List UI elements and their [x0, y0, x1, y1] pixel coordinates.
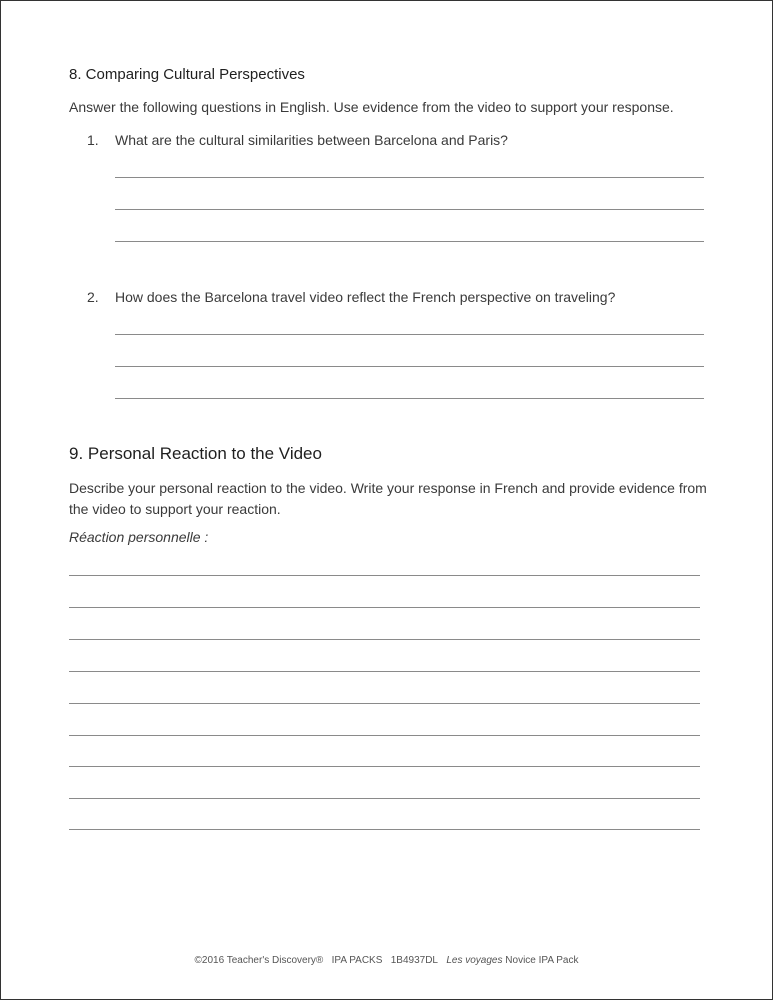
response-line[interactable]: [69, 735, 700, 736]
response-line[interactable]: [69, 766, 700, 767]
section-9-heading: 9. Personal Reaction to the Video: [69, 444, 322, 463]
question-1-text: What are the cultural similarities between Barcelona and Paris?: [115, 132, 508, 148]
question-2-text: How does the Barcelona travel video reflect the French perspective on traveling?: [115, 289, 616, 305]
response-line[interactable]: [69, 607, 700, 608]
question-1: [87, 132, 508, 148]
footer-series: IPA PACKS: [331, 955, 383, 966]
response-line[interactable]: [69, 829, 700, 830]
response-label: Réaction personnelle :: [69, 529, 209, 545]
question-2-number: 2.: [87, 289, 99, 305]
response-line[interactable]: [69, 671, 700, 672]
footer-title-rest: Novice IPA Pack: [505, 955, 579, 966]
footer-copyright: ©2016 Teacher's Discovery®: [194, 955, 324, 966]
footer: [1, 955, 772, 966]
answer-line[interactable]: [115, 366, 704, 367]
answer-line[interactable]: [115, 241, 704, 242]
question-1-number: 1.: [87, 132, 99, 148]
response-line[interactable]: [69, 639, 700, 640]
section-8-instructions: Answer the following questions in English. Use evidence from the video to support your response.: [69, 99, 674, 115]
answer-line[interactable]: [115, 334, 704, 335]
response-line[interactable]: [69, 703, 700, 704]
answer-line[interactable]: [115, 177, 704, 178]
response-line[interactable]: [69, 798, 700, 799]
section-8-heading: 8. Comparing Cultural Perspectives: [69, 66, 305, 83]
answer-line[interactable]: [115, 209, 704, 210]
response-line[interactable]: [69, 575, 700, 576]
footer-title-italic: Les voyages: [446, 955, 503, 966]
answer-line[interactable]: [115, 398, 704, 399]
section-9-instructions: Describe your personal reaction to the video. Write your response in French and provide evidence from the video to support your reaction.: [69, 480, 707, 517]
question-2: [87, 289, 615, 305]
footer-code: 1B4937DL: [390, 955, 438, 966]
